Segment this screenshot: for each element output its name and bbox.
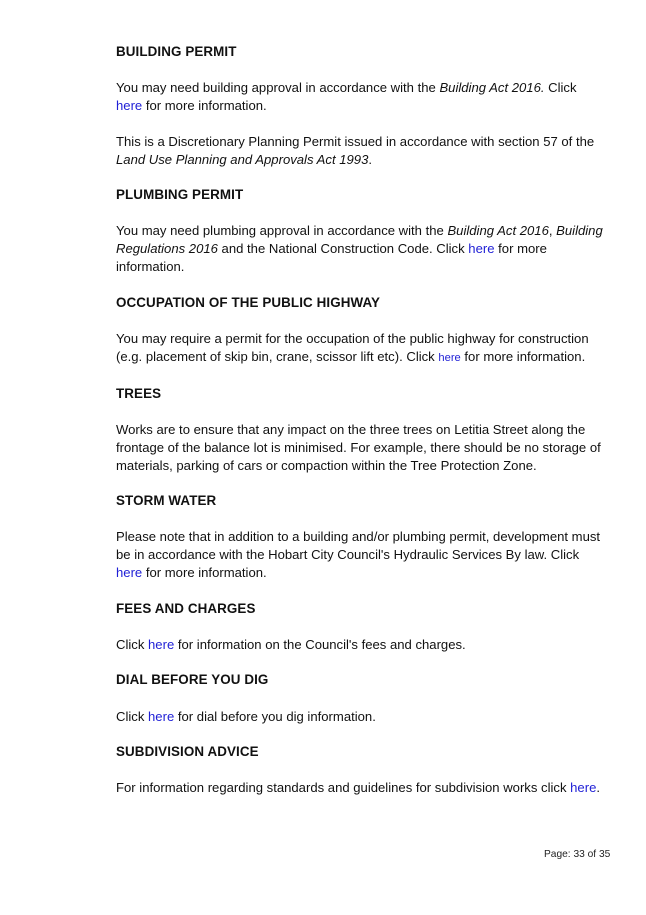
text: Please note that in addition to a building and/or plumbing permit, development must be in accordance with the Hobart City Council's Hydraulic Services By law. Click xyxy=(116,529,601,562)
act-title: Building Act 2016 xyxy=(447,223,549,238)
heading-subdivision-advice: SUBDIVISION ADVICE xyxy=(116,744,259,759)
public-highway-paragraph xyxy=(116,330,608,367)
building-permit-paragraph xyxy=(116,79,608,115)
text: for information on the Council's fees and charges. xyxy=(174,637,466,652)
text: for more information. xyxy=(142,565,267,580)
plumbing-permit-link[interactable]: here xyxy=(468,241,495,256)
fees-link[interactable]: here xyxy=(148,637,175,652)
text: This is a Discretionary Planning Permit issued in accordance with section 57 of the xyxy=(116,134,595,149)
text: Click xyxy=(116,709,149,724)
subdivision-link[interactable]: here xyxy=(570,780,597,795)
text: Click xyxy=(116,637,149,652)
text: for more information. xyxy=(460,349,586,364)
text: You may need building approval in accordance with the xyxy=(116,80,440,95)
building-permit-link[interactable]: here xyxy=(116,98,143,113)
heading-fees-and-charges: FEES AND CHARGES xyxy=(116,601,256,616)
storm-water-paragraph xyxy=(116,528,608,582)
text: for more information. xyxy=(116,241,547,274)
text: , xyxy=(548,223,557,238)
text: You may require a permit for the occupation of the public highway for construction (e.g. placement of skip bin, crane, scissor lift etc). Click xyxy=(116,331,589,364)
text: and the National Construction Code. Click xyxy=(217,241,469,256)
heading-building-permit: BUILDING PERMIT xyxy=(116,44,237,59)
fees-paragraph xyxy=(116,636,608,654)
text: for dial before you dig information. xyxy=(174,709,376,724)
trees-paragraph: Works are to ensure that any impact on the three trees on Letitia Street along the frontage of the balance lot is minimised. For example, there should be no storage of materials, parking of cars or compaction within the Tree Protection Zone. xyxy=(116,422,601,473)
text: You may need plumbing approval in accordance with the xyxy=(116,223,448,238)
text: . xyxy=(596,780,600,795)
heading-dial-before-you-dig: DIAL BEFORE YOU DIG xyxy=(116,672,269,687)
heading-trees: TREES xyxy=(116,386,162,401)
public-highway-link[interactable]: here xyxy=(438,352,461,364)
text: for more information. xyxy=(142,98,267,113)
act-title: Building Act 2016. xyxy=(439,80,545,95)
dial-paragraph xyxy=(116,708,608,726)
act-title: Land Use Planning and Approvals Act 1993 xyxy=(116,152,369,167)
storm-water-link[interactable]: here xyxy=(116,565,143,580)
dial-link[interactable]: here xyxy=(148,709,175,724)
discretionary-permit-paragraph xyxy=(116,133,608,169)
text: . xyxy=(368,152,372,167)
text: Click xyxy=(544,80,577,95)
subdivision-paragraph xyxy=(116,779,608,797)
heading-storm-water: STORM WATER xyxy=(116,493,217,508)
text: For information regarding standards and guidelines for subdivision works click xyxy=(116,780,571,795)
regulation-title: Building Regulations 2016 xyxy=(116,223,603,256)
page-number: Page: 33 of 35 xyxy=(544,849,611,860)
heading-plumbing-permit: PLUMBING PERMIT xyxy=(116,187,244,202)
plumbing-permit-paragraph xyxy=(116,222,608,276)
heading-public-highway: OCCUPATION OF THE PUBLIC HIGHWAY xyxy=(116,295,381,310)
